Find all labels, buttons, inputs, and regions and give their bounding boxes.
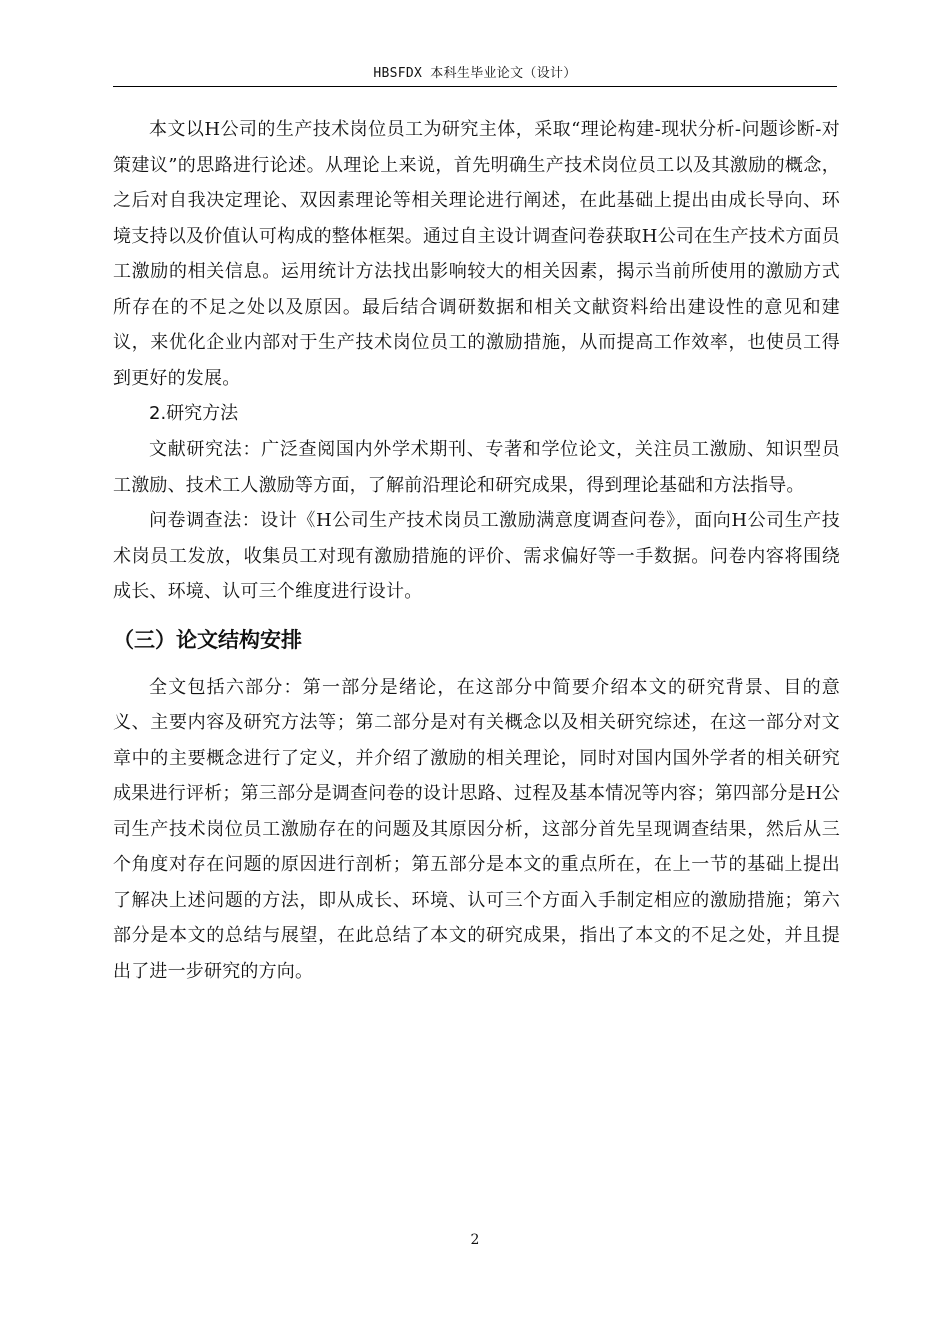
section-heading-structure: （三）论文结构安排: [113, 627, 302, 652]
page-number: 2: [470, 1232, 480, 1248]
header-rule: [113, 86, 837, 87]
paragraph-questionnaire-method: 问卷调查法：设计《H公司生产技术岗员工激励满意度调查问卷》，面向H公司生产技术岗员工发放，收集员工对现有激励措施的评价、需求偏好等一手数据。问卷内容将围绕成长、环境、认可三个维度进行设计。: [113, 510, 840, 602]
page-header: HBSFDX 本科生毕业论文（设计）: [373, 66, 577, 81]
paragraph-literature-method: 文献研究法：广泛查阅国内外学术期刊、专著和学位论文，关注员工激励、知识型员工激励、技术工人激励等方面，了解前沿理论和研究成果，得到理论基础和方法指导。: [113, 439, 840, 496]
subheading-research-methods: 2.研究方法: [149, 403, 239, 424]
paragraph-structure: 全文包括六部分：第一部分是绪论，在这部分中简要介绍本文的研究背景、目的意义、主要内容及研究方法等；第二部分是对有关概念以及相关研究综述，在这一部分对文章中的主要概念进行了定义，并介绍了激励的相关理论，同时对国内国外学者的相关研究成果进行评析；第三部分是调查问卷的设计思路、过程及基本情况等内容；第四部分是H公司生产技术岗位员工激励存在的问题及其原因分析，这部分首先呈现调查结果，然后从三个角度对存在问题的原因进行剖析；第五部分是本文的重点所在，在上一节的基础上提出了解决上述问题的方法，即从成长、环境、认可三个方面入手制定相应的激励措施；第六部分是本文的总结与展望，在此总结了本文的研究成果，指出了本文的不足之处，并且提出了进一步研究的方向。: [113, 676, 840, 982]
paragraph-research-approach: 本文以H公司的生产技术岗位员工为研究主体，采取“理论构建-现状分析-问题诊断-对策建议”的思路进行论述。从理论上来说，首先明确生产技术岗位员工以及其激励的概念，之后对自我决定理论、双因素理论等相关理论进行阐述，在此基础上提出由成长导向、环境支持以及价值认可构成的整体框架。通过自主设计调查问卷获取H公司在生产技术方面员工激励的相关信息。运用统计方法找出影响较大的相关因素，揭示当前所使用的激励方式所存在的不足之处以及原因。最后结合调研数据和相关文献资料给出建设性的意见和建议，来优化企业内部对于生产技术岗位员工的激励措施，从而提高工作效率，也使员工得到更好的发展。: [113, 119, 840, 389]
page-body: [113, 112, 840, 989]
